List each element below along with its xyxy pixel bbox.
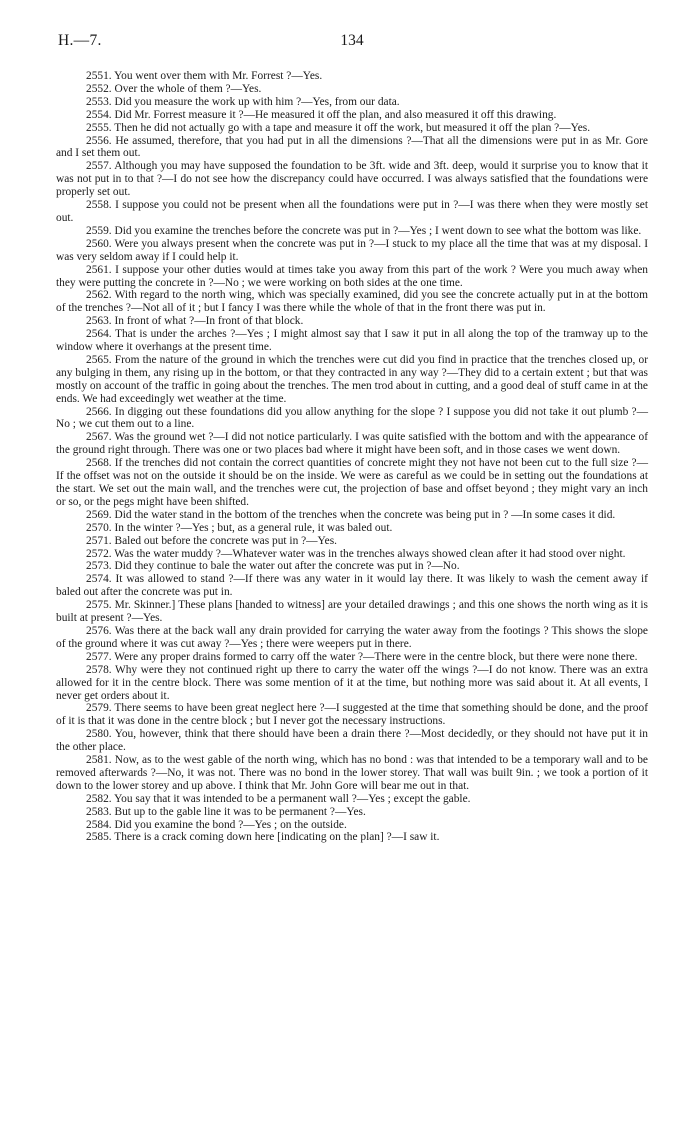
testimony-paragraph bbox=[56, 160, 648, 199]
question-answer-text: In digging out these foundations did you allow anything for the slope ? I suppose you did not take it out plumb ?—No ; we cut them out to a line. bbox=[56, 405, 648, 431]
testimony-paragraph bbox=[56, 109, 648, 122]
page-header bbox=[56, 30, 648, 54]
testimony-paragraph bbox=[56, 96, 648, 109]
testimony-paragraph bbox=[56, 122, 648, 135]
question-answer-text: Although you may have supposed the foundation to be 3ft. wide and 3ft. deep, would it surprise you to know that it was not put in to that ?—I do not see how the discrepancy could have occurred. I was always satisfied that the foundations were properly set out. bbox=[56, 160, 648, 199]
question-answer-text: In the winter ?—Yes ; but, as a general rule, it was baled out. bbox=[114, 521, 393, 534]
testimony-paragraph bbox=[56, 664, 648, 703]
question-number: 2551. bbox=[86, 70, 112, 82]
question-answer-text: Why were they not continued right up there to carry the water off the wings ?—I do not know. There was an extra allowed for it in the centre block. There was some mention of it at the time, but nothing more was said about it. At all events, I never get orders about it. bbox=[56, 663, 648, 702]
question-number: 2558. bbox=[86, 199, 112, 212]
question-answer-text: But up to the gable line it was to be permanent ?—Yes. bbox=[114, 805, 366, 818]
question-answer-text: Did you examine the trenches before the concrete was put in ?—Yes ; I went down to see what the bottom was like. bbox=[114, 224, 642, 237]
question-answer-text: In front of what ?—In front of that block. bbox=[114, 315, 304, 328]
testimony-paragraph bbox=[56, 728, 648, 754]
question-number: 2557. bbox=[86, 160, 112, 173]
testimony-paragraph bbox=[56, 70, 648, 83]
testimony-paragraph bbox=[56, 83, 648, 96]
question-number: 2580. bbox=[86, 728, 112, 741]
question-number: 2574. bbox=[86, 573, 112, 586]
question-answer-text: Then he did not actually go with a tape and measure it off the work, but measured it off the plan ?—Yes. bbox=[114, 121, 591, 134]
question-answer-text: Did Mr. Forrest measure it ?—He measured it off the plan, and also measured it off this drawing. bbox=[114, 108, 557, 121]
question-answer-text: Now, as to the west gable of the north wing, which has no bond : was that intended to be a temporary wall and to be removed afterwards ?—No, it was not. There was no bond in the lower storey. That wall was built 9in. ; we took a portion of it down to the lower storey and up above. I think that Mr. John Gore will bear me out in that. bbox=[56, 754, 648, 792]
document-reference: H.—7. bbox=[58, 32, 102, 49]
question-answer-text: Did they continue to bale the water out after the concrete was put in ?—No. bbox=[114, 560, 460, 573]
question-answer-text: You went over them with Mr. Forrest ?—Yes. bbox=[114, 70, 323, 82]
question-answer-text: Was the water muddy ?—Whatever water was in the trenches always showed clean after it had stood over night. bbox=[114, 547, 626, 560]
question-number: 2559. bbox=[86, 224, 112, 237]
testimony-paragraph bbox=[56, 238, 648, 264]
question-answer-text: There is a crack coming down here [indicating on the plan] ?—I saw it. bbox=[114, 831, 440, 844]
question-number: 2573. bbox=[86, 560, 112, 573]
question-number: 2566. bbox=[86, 405, 112, 418]
question-answer-text: Mr. Skinner.] These plans [handed to witness] are your detailed drawings ; and this one shows the north wing as it is built at present ?—Yes. bbox=[56, 599, 648, 625]
question-answer-text: Did the water stand in the bottom of the trenches when the concrete was being put in ? —In some cases it did. bbox=[114, 508, 616, 521]
question-number: 2576. bbox=[86, 624, 112, 637]
question-answer-text: That is under the arches ?—Yes ; I might almost say that I saw it put in all along the top of the tramway up to the window where it overhangs at the present time. bbox=[56, 328, 648, 354]
question-number: 2554. bbox=[86, 108, 112, 121]
question-answer-text: Was there at the back wall any drain provided for carrying the water away from the footings ? This shows the slope of the ground where it was cut away ?—Yes ; there were weepers put in there. bbox=[56, 624, 648, 650]
testimony-paragraph bbox=[56, 819, 648, 832]
question-answer-text: You say that it was intended to be a permanent wall ?—Yes ; except the gable. bbox=[114, 792, 471, 805]
page-number: 134 bbox=[340, 32, 364, 49]
question-number: 2569. bbox=[86, 508, 112, 521]
testimony-paragraph bbox=[56, 328, 648, 354]
question-number: 2570. bbox=[86, 521, 112, 534]
question-answer-text: You, however, think that there should have been a drain there ?—Most decidedly, or they should not have put it in the other place. bbox=[56, 728, 648, 754]
question-number: 2565. bbox=[86, 353, 112, 366]
question-answer-text: Over the whole of them ?—Yes. bbox=[114, 82, 262, 95]
testimony-paragraph bbox=[56, 225, 648, 238]
testimony-paragraph bbox=[56, 264, 648, 290]
question-number: 2579. bbox=[86, 702, 112, 715]
question-number: 2564. bbox=[86, 328, 112, 341]
testimony-paragraph bbox=[56, 560, 648, 573]
question-answer-text: Baled out before the concrete was put in ?—Yes. bbox=[114, 534, 337, 547]
testimony-paragraph bbox=[56, 315, 648, 328]
question-answer-text: I suppose you could not be present when all the foundations were put in ?—I was there when they were mostly set out. bbox=[56, 199, 648, 224]
testimony-paragraph bbox=[56, 354, 648, 406]
question-number: 2555. bbox=[86, 121, 112, 134]
testimony-paragraph bbox=[56, 831, 648, 844]
testimony-paragraph bbox=[56, 509, 648, 522]
question-answer-text: He assumed, therefore, that you had put in all the dimensions ?—That all the dimensions were put in as Mr. Gore and I set them out. bbox=[56, 134, 648, 160]
testimony-paragraph bbox=[56, 548, 648, 561]
question-answer-text: There seems to have been great neglect here ?—I suggested at the time that something should be done, and the proof of it is that it was done in the centre block ; but I never got the necessary instructions. bbox=[56, 702, 648, 728]
question-answer-text: With regard to the north wing, which was specially examined, did you see the concrete actually put in at the bottom of the trenches ?—Not all of it ; but I fancy I was there while the whole of that in the front there was put in. bbox=[56, 289, 648, 315]
question-number: 2582. bbox=[86, 792, 112, 805]
question-answer-text: Were any proper drains formed to carry off the water ?—There were in the centre block, but there were none there. bbox=[114, 650, 638, 663]
question-number: 2572. bbox=[86, 547, 112, 560]
testimony-paragraph bbox=[56, 135, 648, 161]
testimony-paragraph bbox=[56, 431, 648, 457]
question-number: 2571. bbox=[86, 534, 112, 547]
question-answer-text: It was allowed to stand ?—If there was any water in it would lay there. It was likely to wash the cement away if baled out after the concrete was put in. bbox=[56, 573, 648, 599]
testimony-paragraph bbox=[56, 535, 648, 548]
question-answer-text: Were you always present when the concrete was put in ?—I stuck to my place all the time that was at my disposal. I was very seldom away if I could help it. bbox=[56, 237, 648, 263]
testimony-paragraph bbox=[56, 651, 648, 664]
testimony-paragraph bbox=[56, 199, 648, 225]
question-number: 2583. bbox=[86, 805, 112, 818]
testimony-paragraph bbox=[56, 793, 648, 806]
question-number: 2561. bbox=[86, 263, 112, 276]
question-number: 2578. bbox=[86, 663, 112, 676]
testimony-paragraph bbox=[56, 289, 648, 315]
question-answer-text: From the nature of the ground in which the trenches were cut did you find in practice that the trenches closed up, or any bulging in them, any rising up in the bottom, or that they contracted in any way ?—They did to a certain extent ; but that was mostly on account of the traffic in going about the trenches. The men trod about in cutting, and a good deal of stuff came in at the ends. We had exceedingly wet weather at the time. bbox=[56, 353, 648, 405]
testimony-paragraph bbox=[56, 457, 648, 509]
testimony-paragraph bbox=[56, 806, 648, 819]
question-number: 2584. bbox=[86, 818, 112, 831]
question-answer-text: Did you measure the work up with him ?—Yes, from our data. bbox=[114, 95, 400, 108]
testimony-paragraph bbox=[56, 599, 648, 625]
testimony-body bbox=[56, 70, 648, 844]
question-number: 2581. bbox=[86, 754, 112, 767]
testimony-paragraph bbox=[56, 406, 648, 432]
testimony-paragraph bbox=[56, 522, 648, 535]
question-number: 2560. bbox=[86, 237, 112, 250]
testimony-paragraph bbox=[56, 754, 648, 793]
question-number: 2553. bbox=[86, 95, 112, 108]
question-number: 2563. bbox=[86, 315, 112, 328]
testimony-paragraph bbox=[56, 573, 648, 599]
question-number: 2567. bbox=[86, 431, 112, 444]
question-number: 2575. bbox=[86, 599, 112, 612]
question-answer-text: Was the ground wet ?—I did not notice particularly. I was quite satisfied with the bottom and with the appearance of the ground right through. There was one or two places bad where it might have been soft, and in those cases we went down. bbox=[56, 431, 648, 457]
question-number: 2562. bbox=[86, 289, 112, 302]
question-answer-text: I suppose your other duties would at times take you away from this part of the work ? Were you much away when they were putting the concrete in ?—No ; we were working on both sides at the one time. bbox=[56, 263, 648, 289]
question-number: 2568. bbox=[86, 457, 112, 470]
question-number: 2585. bbox=[86, 831, 112, 844]
testimony-paragraph bbox=[56, 702, 648, 728]
question-number: 2552. bbox=[86, 82, 112, 95]
question-number: 2556. bbox=[86, 134, 112, 147]
testimony-paragraph bbox=[56, 625, 648, 651]
question-answer-text: Did you examine the bond ?—Yes ; on the outside. bbox=[114, 818, 347, 831]
question-number: 2577. bbox=[86, 650, 112, 663]
question-answer-text: If the trenches did not contain the correct quantities of concrete might they not have not been cut to the full size ?—If the offset was not on the outside it should be on the inside. We were as careful as we could be in setting out the foundations at the start. We set out the main wall, and the trenches were cut, the projection of base and offset beyond ; they might vary an inch or so, or the pegs might have been shifted. bbox=[56, 457, 648, 508]
